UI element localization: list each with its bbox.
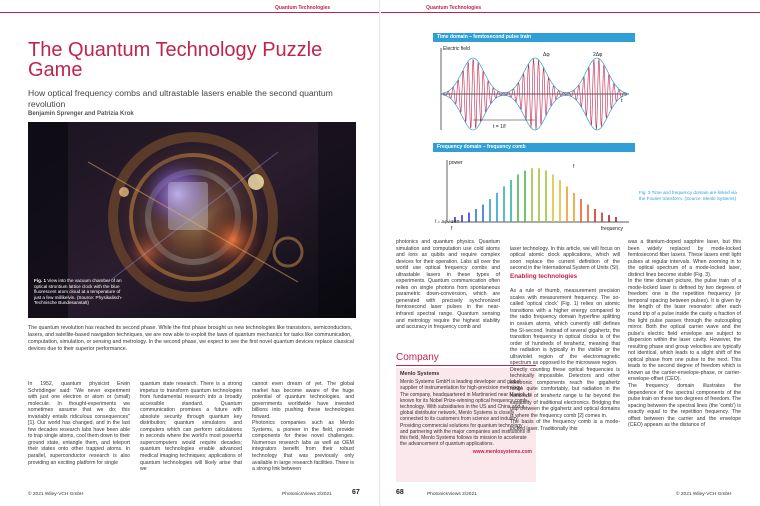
left-footer-issue: PhotonicsViews 2/2021 xyxy=(282,492,332,497)
left-column-3: cannot even dream of yet. The global market has become aware of the huge potential of quantum technologies, and governments worldwide have invested billions into pushing these technologies forward. Photonics companies such as Menlo Systems, a pioneer in the field, provide components for these novel challenges. Numerous research labs as well as OEM integrators benefit from their robust technology that was previously only available in large research facilities. There is a strong link between xyxy=(252,381,354,473)
fr-label: f xyxy=(573,164,575,170)
time-domain-plot xyxy=(433,42,635,137)
frequency-comb-plot xyxy=(433,152,635,236)
f0-label: f xyxy=(451,226,453,232)
section-heading-enabling: Enabling technologies xyxy=(510,272,578,280)
left-column-1: In 1952, quantum physicist Erwin Schrödinger said: "We never experiment with just one electron or atom or (small) molecule. In thought-experiments we sometimes assume that we do; this invariably entails ridiculous consequences" [1]. Our world has changed, and in the last few decades research labs have been able to trap single atoms, cool them down to their ground state, entangle them, and teleport their states onto other trapped atoms. In parallel, superconductor research is also providing an exciting platform for single xyxy=(28,381,130,466)
fig-freq-title: Frequency domain – frequency comb xyxy=(433,143,635,152)
right-footer-issue: PhotonicsViews 2/2021 xyxy=(427,492,477,497)
right-column-1: photonics and quantum physics. Quantum simulation and computation use cold atoms and ions as qubits and require complex devices for their operation. Labs all over the world use optical frequency combs and ultrastable lasers in these types of experiments. Quantum communication often relies on single photons from spontaneous parametric down-conversion, which are generated with precisely synchronized femtosecond laser pulses in the near-infrared spectral range. Quantum sensing and metrology require the highest stability and accuracy in frequency comb and xyxy=(396,239,500,331)
fig-time-title: Time domain – femtosecond pulse train xyxy=(433,33,635,42)
right-column-2 xyxy=(510,239,620,485)
fig1-caption: Fig. 1 View into the vacuum chamber of an optical strontium lattice clock with the blue fluorescent atom cloud at a temperature of just a few millikelvin. (Source: Physikalisch-Technische Bundesanstalt) xyxy=(34,278,123,306)
article-authors: Benjamin Sprenger and Patrizia Krok xyxy=(28,111,134,117)
right-column-3: was a titanium-doped sapphire laser, but this been widely replaced by mode-locked femtosecond fiber lasers. These lasers emit light pulses at regular intervals. When zooming in to the optical spectrum of a mode-locked laser, distinct lines become visible (Fig. 3). In the time domain picture, the pulse train of a mode-locked laser is defined by two degrees of freedom: one is the repetition frequency (or temporal spacing between pulses). It is given by the length of the laser resonator: after each round trip of a pulse inside the cavity a fraction of the light pulse passes through the outcoupling mirror. Both the optical carrier wave and the pulse's electric field envelope are subject to dispersion within the laser cavity. However, the resulting phase and group velocities are typically not identical, which leads to a slight shift of the optical phase from one pulse to the next. This leads to the second degree of freedom which is known as the carrier-envelope-phase, or carrier-envelope-offset (CEO). The frequency domain illustrates the dependence of the spectral components of the pulse train on these two degrees of freedom. The spacing between the spectral lines (the 'comb') is exactly equal to the repetition frequency. The offset between the carrier and the envelope (CEO) appears as the distance of xyxy=(628,239,741,429)
company-description: Menlo Systems GmbH is leading developer and global supplier of instrumentation for high-precision metrology. The company, headquartered in Martinsried near Munich, is known for its Nobel Prize-winning optical frequency comb technology. With subsidiaries in the US and China and a global distributor network, Menlo Systems is closely connected to its customers from science and industry. Providing commercial solutions for quantum technology and partnering with the major companies and institutions in this field, Menlo Systems follows its mission to accelerate the advancement of quantum applications. xyxy=(400,379,532,448)
running-header: Quantum Technologies xyxy=(275,5,331,11)
fig-time-domain xyxy=(433,33,635,137)
time-axis-label: t xyxy=(621,98,623,104)
fig3-caption: Fig. 3 Time and frequency domain are linked via the Fourier transform. (Source: Menlo Systems) xyxy=(639,190,737,201)
trep-label: t = 1/f xyxy=(493,124,506,130)
company-heading: Company xyxy=(396,352,536,366)
col2-body: As a rule of thumb, measurement precision scales with measurement frequency. The so-called 'optical clock' (Fig. 1) relies on atomic transitions with a higher energy compared to the radio frequency domain hyperfine splitting in cesium atoms, which currently still defines the SI-second. Instead of several gigahertz, the transition frequency in optical clocks is of the order of hundreds of terahertz, meaning that the radiation is typically in the visible or the ultraviolet region of the electromagnetic spectrum as opposed to the microwave region. Directly counting these optical frequencies is technically impossible. Detectors and other electronic components reach the gigahertz range quite comfortably, but radiation in the hundreds of terahertz range is far beyond the capability of traditional electronics. Bridging the gap between the gigahertz and optical domains is where the frequency comb [2] comes in. The basis of the frequency comb is a mode-locked laser. Traditionally this xyxy=(510,288,620,432)
left-body-columns xyxy=(28,381,354,485)
axis-electric-field: Electric field xyxy=(443,46,470,52)
f0-formula: f = Δφ / 2πT xyxy=(435,219,460,224)
axis-frequency: frequency xyxy=(601,226,623,232)
header-rule xyxy=(0,12,380,13)
axis-power: power xyxy=(449,160,463,166)
right-footer-copyright: © 2021 Wiley-VCH GmbH xyxy=(676,492,732,497)
left-footer-copyright: © 2021 Wiley-VCH GmbH xyxy=(28,492,84,497)
lattice-clock-photo xyxy=(28,122,356,318)
article-intro: The quantum revolution has reached its second phase. While the first phase brought us new technologies like transistors, semiconductors, lasers, and satellite-based navigation techniques, we are now able to exploit the laws of quantum mechanics for tasks like communication, computation, simulation, or sensing and metrology. In the second phase, we expect to see the first novel quantum devices replace classical devices due to their superior performance. xyxy=(28,325,354,352)
left-page-number: 67 xyxy=(352,489,360,496)
right-page xyxy=(381,0,760,506)
article-title: The Quantum Technology Puzzle Game xyxy=(28,39,323,81)
company-link[interactable]: www.menlosystems.com xyxy=(472,449,532,456)
dphi-label: Δφ xyxy=(543,52,550,58)
two-dphi-label: 2Δφ xyxy=(593,52,603,58)
company-name: Menlo Systems xyxy=(400,371,440,377)
col2-intro: laser technology. In this article, we will focus on optical atomic clock applications, which will soon replace the current definition of the second in the International System of Units (SI). xyxy=(510,245,620,272)
running-header: Quantum Technologies xyxy=(426,5,482,11)
left-column-2: quantum state research. There is a strong impetus to transform quantum technologies from fundamental research into a broadly accessible standard. Quantum communication promises a future with absolute security through quantum key distribution; quantum simulators and computers which can perform calculations in seconds where the world's most powerful supercomputers would require decades; quantum technologies enable advanced medical imaging techniques; applications of quantum technologies will likely arise that we xyxy=(140,381,242,473)
header-rule xyxy=(381,12,760,13)
right-page-number: 68 xyxy=(396,489,404,496)
fig-frequency-domain xyxy=(433,143,635,233)
article-subtitle: How optical frequency combs and ultrastable lasers enable the second quantum revolution xyxy=(28,88,333,109)
comb-lines xyxy=(455,168,616,222)
